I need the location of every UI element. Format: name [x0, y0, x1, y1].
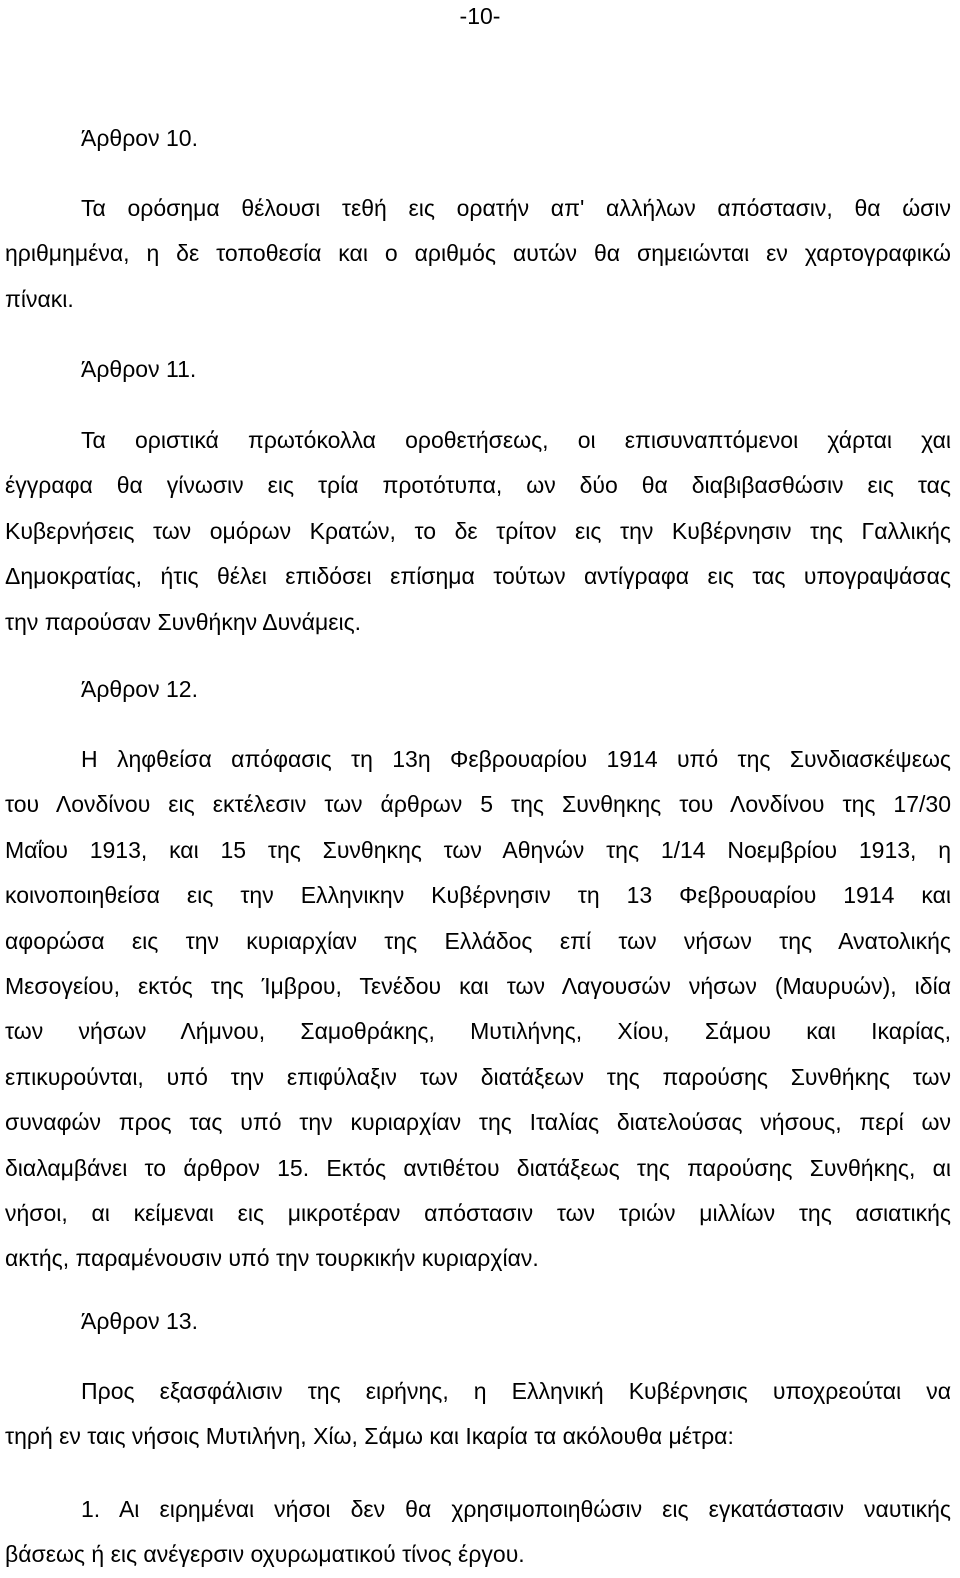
article-12-paragraph: [5, 737, 951, 1282]
article-13-paragraph: [5, 1369, 951, 1460]
article-11-paragraph: [5, 418, 951, 645]
article-13-heading: Άρθρον 13.: [81, 1308, 198, 1334]
text-line: συναφών προς τας υπό την κυριαρχίαν της Ιταλίας διατελούσας νήσους, περί ων: [5, 1109, 951, 1136]
text-line: αφορώσα εις την κυριαρχίαν της Ελλάδος επί των νήσων της Ανατολικής: [5, 927, 951, 954]
text-line: τηρή εν ταις νήσοις Μυτιλήνη, Χίω, Σάμω και Ικαρία τα ακόλουθα μέτρα:: [5, 1423, 734, 1450]
text-line: επικυρούνται, υπό την επιφύλαξιν των διατάξεων της παρούσης Συνθήκης των: [5, 1063, 951, 1090]
text-line: πίνακι.: [5, 285, 74, 312]
text-line: διαλαμβάνει το άρθρον 15. Εκτός αντιθέτου διατάξεως της παρούσης Συνθήκης, αι: [5, 1154, 951, 1181]
text-line: Η ληφθείσα απόφασις τη 13η Φεβρουαρίου 1914 υπό της Συνδιασκέψεως: [81, 746, 951, 772]
text-line: Μαΐου 1913, και 15 της Συνθηκης των Αθηνών της 1/14 Νοεμβρίου 1913, η: [5, 836, 951, 863]
text-line: Κυβερνήσεις των ομόρων Κρατών, το δε τρίτον εις την Κυβέρνησιν της Γαλλικής: [5, 517, 951, 544]
text-line: βάσεως ή εις ανέγερσιν οχυρωματικού τίνος έργου.: [5, 1541, 525, 1568]
article-10-heading: Άρθρον 10.: [81, 125, 198, 151]
text-line: έγγραφα θα γίνωσιν εις τρία προτότυπα, ων δύο θα διαβιβασθώσιν εις τας: [5, 472, 951, 499]
text-line: των νήσων Λήμνου, Σαμοθράκης, Μυτιλήνης, Χίου, Σάμου και Ικαρίας,: [5, 1018, 951, 1045]
text-line: ηριθμημένα, η δε τοποθεσία και ο αριθμός αυτών θα σημειώνται εν χαρτογραφικώ: [5, 240, 951, 267]
text-line: κοινοποιηθείσα εις την Ελληνικην Κυβέρνησιν τη 13 Φεβρουαρίου 1914 και: [5, 882, 951, 909]
article-12-heading: Άρθρον 12.: [81, 676, 198, 702]
text-line: Δημοκρατίας, ήτις θέλει επιδόσει επίσημα τούτων αντίγραφα εις τας υπογραψάσας: [5, 563, 951, 590]
text-line: 1. Αι ειρημέναι νήσοι δεν θα χρησιμοποιηθώσιν εις εγκατάστασιν ναυτικής: [81, 1496, 951, 1522]
text-line: Τα οριστικά πρωτόκολλα οροθετήσεως, οι επισυναπτόμενοι χάρται χαι: [81, 427, 951, 453]
text-line: Τα ορόσημα θέλουσι τεθή εις ορατήν απ' αλλήλων απόστασιν, θα ώσιν: [81, 195, 951, 221]
text-line: του Λονδίνου εις εκτέλεσιν των άρθρων 5 της Συνθηκης του Λονδίνου της 17/30: [5, 791, 951, 818]
text-line: την παρούσαν Συνθήκην Δυνάμεις.: [5, 608, 362, 635]
article-11-heading: Άρθρον 11.: [81, 356, 197, 382]
article-13-item-1: [5, 1487, 951, 1578]
text-line: νήσοι, αι κείμεναι εις μικροτέραν απόστασιν των τριών μιλλίων της ασιατικής: [5, 1199, 951, 1226]
page-number: -10-: [459, 3, 501, 29]
text-line: ακτής, παραμένουσιν υπό την τουρκικήν κυριαρχίαν.: [5, 1245, 539, 1272]
text-line: Προς εξασφάλισιν της ειρήνης, η Ελληνική Κυβέρνησις υποχρεούται να: [81, 1378, 951, 1404]
text-line: Μεσογείου, εκτός της Ίμβρου, Τενέδου και των Λαγουσών νήσων (Μαυρυών), ιδία: [5, 972, 951, 999]
article-10-paragraph: [5, 186, 951, 322]
